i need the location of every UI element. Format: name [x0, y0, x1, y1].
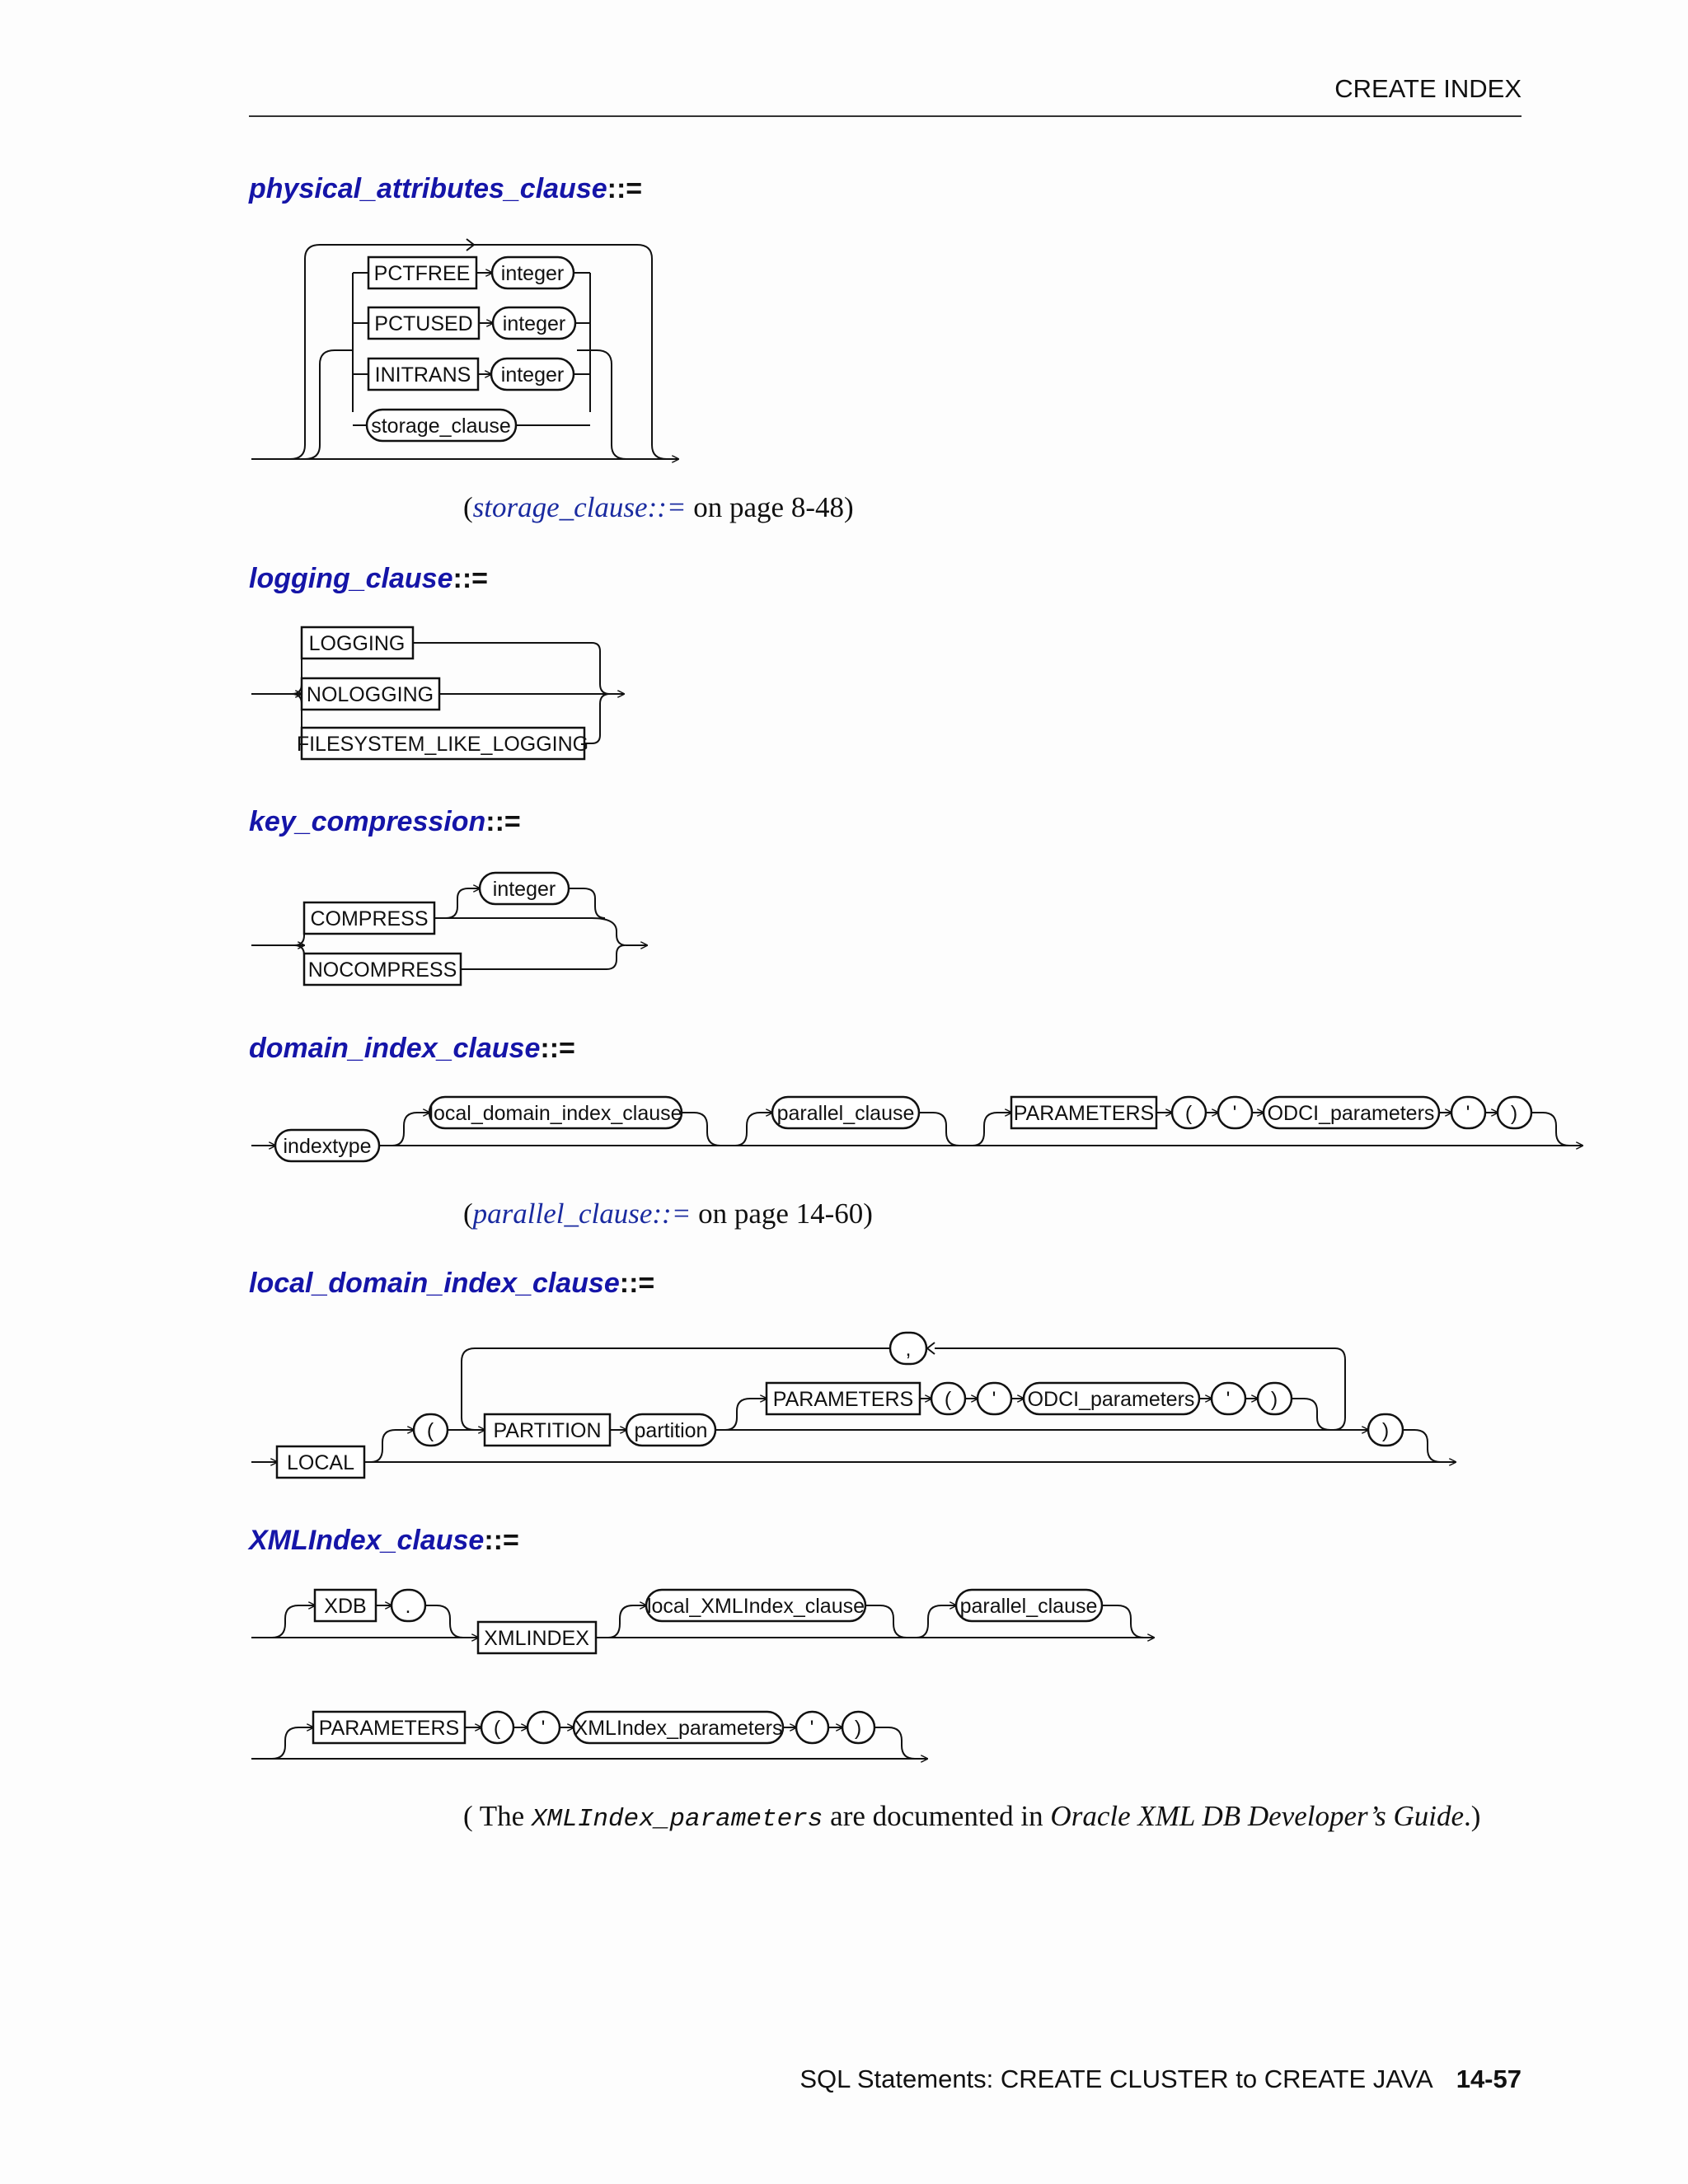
nologging-label: NOLOGGING: [306, 683, 434, 706]
domain-parameters-label: PARAMETERS: [1013, 1102, 1155, 1125]
local-comma-label: ,: [905, 1338, 912, 1361]
heading-logging-clause: logging_clause::=: [249, 563, 488, 594]
local-lparen-label: (: [426, 1419, 434, 1442]
footer-title: SQL Statements: CREATE CLUSTER to CREATE JAVA: [799, 2064, 1433, 2093]
partition-keyword-label: PARTITION: [493, 1419, 602, 1442]
pctused-integer-label: integer: [502, 312, 566, 335]
indextype-label: indextype: [283, 1135, 372, 1158]
initrans-label: INITRANS: [374, 363, 471, 387]
diagram-logging-clause: [251, 627, 624, 759]
heading-local-domain-index-clause: local_domain_index_clause::=: [249, 1268, 655, 1299]
local-domain-index-clause-label: local_domain_index_clause: [429, 1102, 682, 1125]
diagram-domain-index-clause: [251, 1097, 1582, 1161]
diagram-key-compression: [251, 873, 647, 985]
local-param-rparen-label: ): [1270, 1388, 1278, 1411]
page-footer: [799, 2064, 1522, 2094]
local-label: LOCAL: [287, 1451, 354, 1474]
heading-key-compression: key_compression::=: [249, 806, 521, 837]
parallel-clause-note: (parallel_clause::= on page 14-60): [463, 1197, 873, 1230]
local-rparen-label: ): [1381, 1419, 1390, 1442]
local-param-lparen-label: (: [944, 1388, 952, 1411]
logging-label: LOGGING: [308, 632, 406, 655]
domain-open-quote-label: ': [1232, 1102, 1237, 1125]
xml-open-quote-label: ': [541, 1717, 546, 1740]
pctfree-label: PCTFREE: [373, 262, 471, 285]
local-odci-parameters-label: ODCI_parameters: [1027, 1388, 1195, 1411]
local-parameters-label: PARAMETERS: [772, 1388, 914, 1411]
partition-ref-label: partition: [634, 1419, 708, 1442]
heading-xmlindex-clause: XMLIndex_clause::=: [249, 1525, 519, 1556]
xml-rparen-label: ): [854, 1717, 862, 1740]
compress-integer-label: integer: [492, 878, 556, 901]
xdb-dot-label: .: [405, 1595, 411, 1618]
filesystem-like-logging-label: FILESYSTEM_LIKE_LOGGING: [296, 733, 589, 756]
domain-parallel-clause-label: parallel_clause: [776, 1102, 915, 1125]
local-xmlindex-clause-label: local_XMLIndex_clause: [646, 1595, 865, 1618]
heading-domain-index-clause: domain_index_clause::=: [249, 1033, 575, 1064]
xml-lparen-label: (: [493, 1717, 501, 1740]
domain-lparen-label: (: [1184, 1102, 1193, 1125]
domain-close-quote-label: ': [1465, 1102, 1470, 1125]
xmlindex-parameters-note: ( The XMLIndex_parameters are documented in Oracle XML DB Developer’s Guide.): [463, 1800, 1481, 1834]
xml-parameters-label: PARAMETERS: [318, 1717, 460, 1740]
heading-physical-attributes-clause: physical_attributes_clause::=: [249, 173, 643, 204]
xml-close-quote-label: ': [809, 1717, 814, 1740]
domain-odci-parameters-label: ODCI_parameters: [1267, 1102, 1435, 1125]
running-header: CREATE INDEX: [1334, 74, 1522, 103]
domain-rparen-label: ): [1510, 1102, 1518, 1125]
pctused-label: PCTUSED: [374, 312, 473, 335]
storage-clause-label: storage_clause: [371, 415, 511, 438]
footer-page-number: 14-57: [1456, 2064, 1522, 2093]
storage-clause-link[interactable]: storage_clause::=: [472, 491, 687, 523]
initrans-integer-label: integer: [500, 363, 565, 387]
diagram-xmlindex-clause: [251, 1590, 1154, 1759]
local-close-quote-label: ': [1226, 1388, 1231, 1411]
diagram-physical-attributes-clause: [251, 239, 678, 459]
nocompress-label: NOCOMPRESS: [307, 958, 457, 982]
pctfree-integer-label: integer: [500, 262, 565, 285]
xdb-label: XDB: [324, 1595, 367, 1618]
xmlindex-label: XMLINDEX: [484, 1627, 589, 1650]
storage-clause-note: (storage_clause::= on page 8-48): [463, 491, 854, 523]
compress-label: COMPRESS: [310, 907, 429, 930]
xml-parallel-clause-label: parallel_clause: [959, 1595, 1098, 1618]
diagram-local-domain-index-clause: [251, 1333, 1456, 1478]
xmlindex-parameters-label: XMLIndex_parameters: [574, 1717, 783, 1740]
parallel-clause-link[interactable]: parallel_clause::=: [472, 1197, 692, 1230]
local-open-quote-label: ': [992, 1388, 996, 1411]
